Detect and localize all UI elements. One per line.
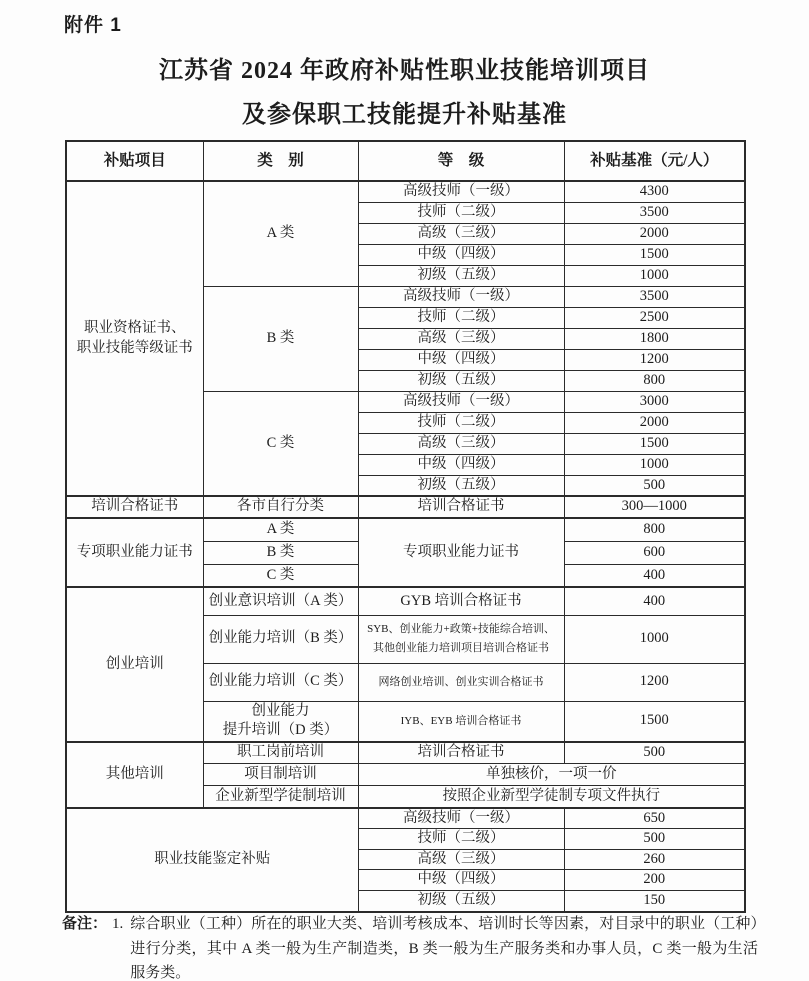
category-cell: 创业能力培训（C 类） (203, 663, 358, 701)
value-cell: 1000 (564, 615, 745, 663)
value-cell: 800 (564, 518, 745, 541)
grade-cell-special: 专项职业能力证书 (358, 518, 564, 587)
header-standard: 补贴基准（元/人） (564, 141, 745, 181)
grade-cell: 初级（五级） (358, 475, 564, 496)
grade-cell: GYB 培训合格证书 (358, 587, 564, 615)
value-cell: 1200 (564, 349, 745, 370)
attachment-label: 附件 1 (64, 15, 122, 36)
grade-cell: 技师（二级） (358, 307, 564, 328)
grade-cell: 网络创业培训、创业实训合格证书 (358, 663, 564, 701)
value-cell: 650 (564, 808, 745, 829)
grade-cell: 中级（四级） (358, 349, 564, 370)
project-cell-appraisal: 职业技能鉴定补贴 (66, 808, 358, 912)
category-line2: 提升培训（D 类） (222, 722, 339, 739)
header-grade: 等 级 (358, 141, 564, 181)
value-cell: 1000 (564, 265, 745, 286)
value-cell: 4300 (564, 181, 745, 202)
grade-cell: 初级（五级） (358, 891, 564, 912)
value-cell: 3500 (564, 202, 745, 223)
category-cell-c: C 类 (203, 391, 358, 496)
grade-cell: 高级技师（一级） (358, 181, 564, 202)
value-cell: 400 (564, 564, 745, 587)
value-cell: 1500 (564, 433, 745, 454)
value-cell: 200 (564, 870, 745, 891)
value-cell: 2000 (564, 412, 745, 433)
value-cell: 600 (564, 541, 745, 564)
project-cell-training-cert: 培训合格证书 (66, 496, 203, 518)
category-cell: B 类 (203, 541, 358, 564)
category-cell-a: A 类 (203, 181, 358, 286)
value-cell: 2000 (564, 223, 745, 244)
value-cell: 800 (564, 370, 745, 391)
grade-cell: 高级（三级） (358, 328, 564, 349)
grade-cell (358, 615, 564, 663)
title-line-2: 及参保职工技能提升补贴基准 (242, 102, 567, 128)
category-cell: 项目制培训 (203, 764, 358, 786)
category-cell: C 类 (203, 564, 358, 587)
value-cell: 3000 (564, 391, 745, 412)
grade-cell: 初级（五级） (358, 370, 564, 391)
note-label: 备注： (62, 915, 108, 932)
grade-cell: 高级（三级） (358, 849, 564, 870)
notes-section (62, 912, 758, 981)
project-cell-special: 专项职业能力证书 (66, 518, 203, 587)
grade-cell: 高级（三级） (358, 433, 564, 454)
project-cell-other: 其他培训 (66, 742, 203, 808)
title-line-1: 江苏省 2024 年政府补贴性职业技能培训项目 (159, 58, 650, 84)
grade-line2: 其他创业能力培训项目培训合格证书 (373, 642, 549, 655)
merged-note-cell: 按照企业新型学徒制专项文件执行 (358, 786, 745, 808)
grade-cell: 初级（五级） (358, 265, 564, 286)
table-row (66, 518, 745, 541)
grade-cell: 技师（二级） (358, 829, 564, 850)
project-cell-cert (66, 181, 203, 496)
grade-cell: 中级（四级） (358, 454, 564, 475)
grade-cell: 中级（四级） (358, 244, 564, 265)
table-row (66, 587, 745, 615)
note-item-number: 1. (112, 916, 124, 932)
category-cell: 创业意识培训（A 类） (203, 587, 358, 615)
grade-cell: 培训合格证书 (358, 742, 564, 764)
header-category: 类 别 (203, 141, 358, 181)
value-cell: 1800 (564, 328, 745, 349)
category-cell (203, 701, 358, 742)
value-cell: 300—1000 (564, 496, 745, 518)
value-cell: 500 (564, 829, 745, 850)
grade-cell: 高级技师（一级） (358, 286, 564, 307)
subsidy-table (65, 140, 746, 913)
category-cell: 创业能力培训（B 类） (203, 615, 358, 663)
grade-cell: IYB、EYB 培训合格证书 (358, 701, 564, 742)
table-row (66, 808, 745, 829)
value-cell: 1200 (564, 663, 745, 701)
value-cell: 1500 (564, 244, 745, 265)
value-cell: 400 (564, 587, 745, 615)
project-cell-entrepreneurship: 创业培训 (66, 587, 203, 742)
grade-cell: 中级（四级） (358, 870, 564, 891)
merged-note-cell: 单独核价，一项一价 (358, 764, 745, 786)
category-cell: A 类 (203, 518, 358, 541)
table-row (66, 496, 745, 518)
grade-cell: 培训合格证书 (358, 496, 564, 518)
value-cell: 1500 (564, 701, 745, 742)
value-cell: 3500 (564, 286, 745, 307)
document-title (0, 49, 809, 137)
category-cell-b: B 类 (203, 286, 358, 391)
project-cert-line2: 职业技能等级证书 (76, 339, 193, 356)
category-line1: 创业能力 (251, 702, 310, 719)
note-text: 综合职业（工种）所在的职业大类、培训考核成本、培训时长等因素，对目录中的职业（工种）进行分类，其中 A 类一般为生产制造类，B 类一般为生产服务类和办事人员，C 类一般为生活服务类。 (130, 916, 758, 981)
grade-cell: 技师（二级） (358, 412, 564, 433)
value-cell: 150 (564, 891, 745, 912)
grade-line1: SYB、创业能力+政策+技能综合培训、 (367, 623, 555, 636)
table-row (66, 742, 745, 764)
value-cell: 2500 (564, 307, 745, 328)
category-cell: 企业新型学徒制培训 (203, 786, 358, 808)
grade-cell: 高级技师（一级） (358, 808, 564, 829)
value-cell: 500 (564, 742, 745, 764)
grade-cell: 高级（三级） (358, 223, 564, 244)
grade-cell: 技师（二级） (358, 202, 564, 223)
value-cell: 260 (564, 849, 745, 870)
category-cell: 各市自行分类 (203, 496, 358, 518)
table-row (66, 181, 745, 202)
value-cell: 1000 (564, 454, 745, 475)
table-header-row (66, 141, 745, 181)
grade-cell: 高级技师（一级） (358, 391, 564, 412)
value-cell: 500 (564, 475, 745, 496)
header-project: 补贴项目 (66, 141, 203, 181)
project-cert-line1: 职业资格证书、 (84, 320, 186, 336)
category-cell: 职工岗前培训 (203, 742, 358, 764)
